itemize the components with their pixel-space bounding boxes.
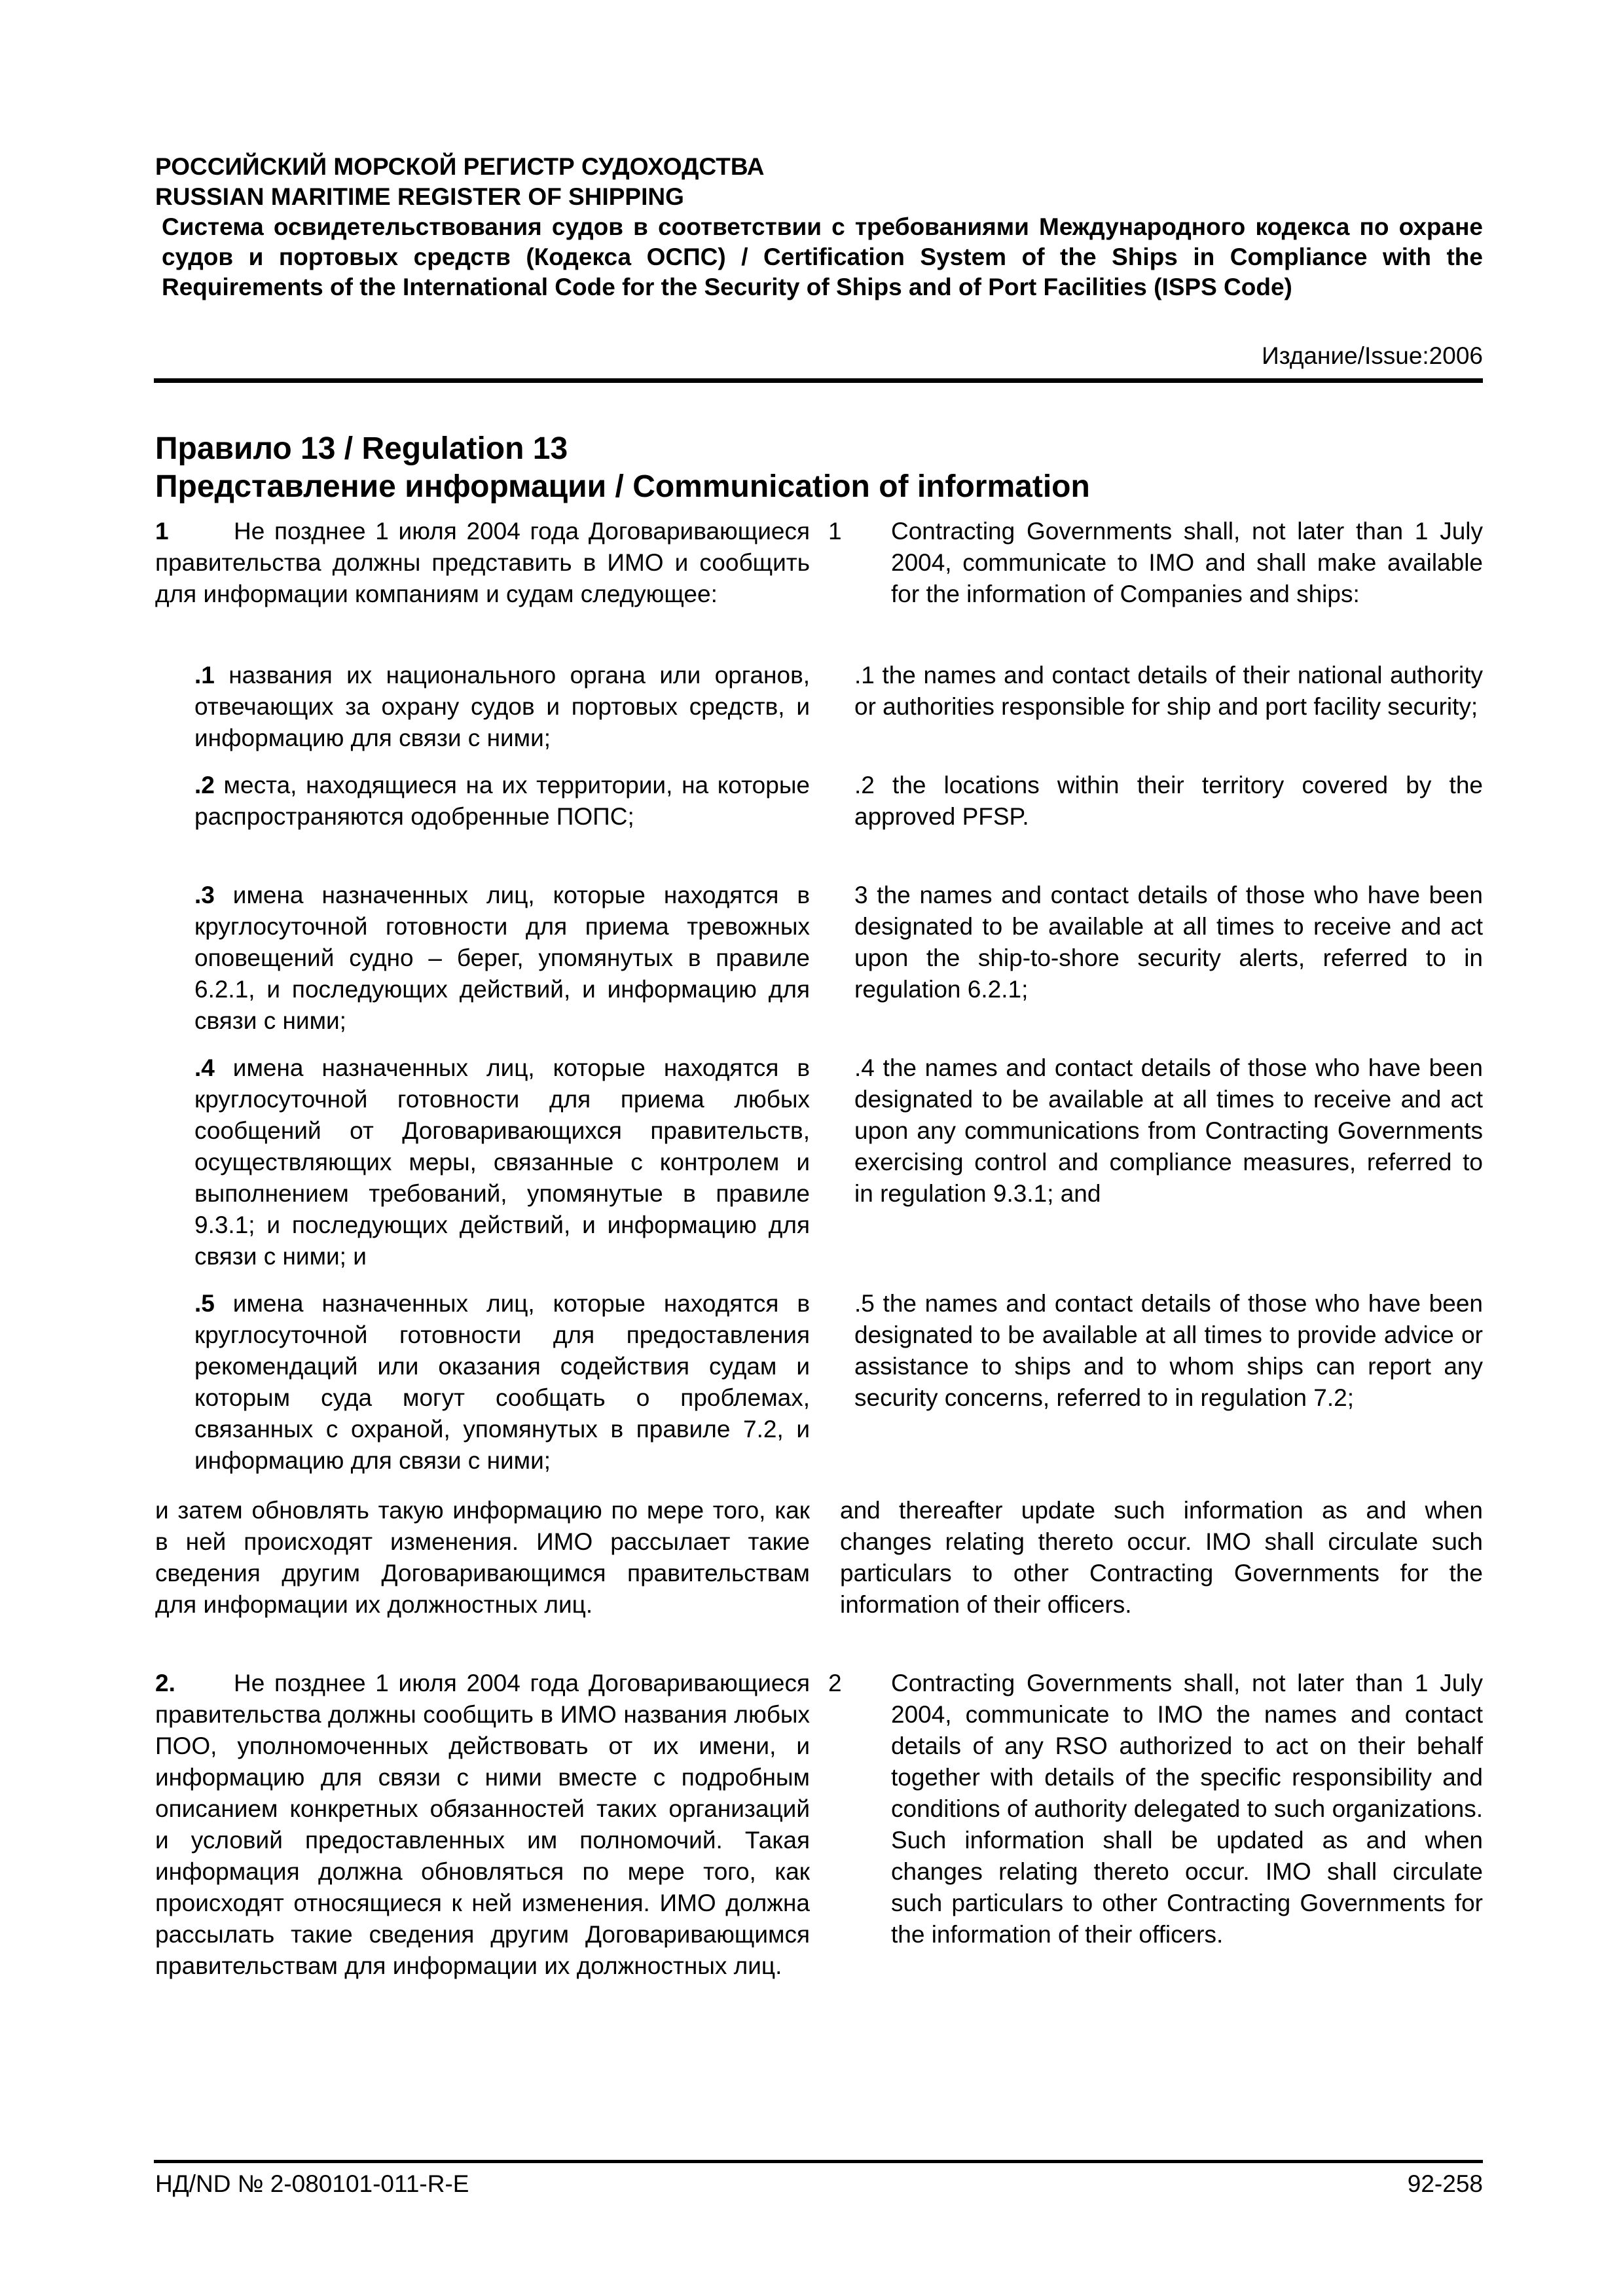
- en-p1-text: Contracting Governments shall, not later than 1 July 2004, communicate to IMO and shall make available for the information of Companies and ships:: [891, 518, 1483, 607]
- en-i5-text: .5 the names and contact details of those who have been designated to be available at all times to provide advice or assistance to ships and to whom ships can report any security concerns, referred to in regulation 7.2;: [854, 1290, 1483, 1411]
- footer-divider: [154, 2160, 1483, 2163]
- en-after-text: and thereafter update such information as and when changes relating thereto occur. IMO shall circulate such particulars to other Contracting Governments for the information of their officers.: [840, 1497, 1483, 1618]
- en-item-1: [854, 660, 1483, 723]
- header-divider: [154, 378, 1483, 383]
- ru-i1-text: названия их национального органа или органов, отвечающих за охрану судов и портовых средств, и информацию для связи с ними;: [194, 662, 810, 751]
- en-after-items: [840, 1495, 1483, 1621]
- ru-i3-text: имена назначенных лиц, которые находятся в круглосуточной готовности для приема тревожных оповещений судно – берег, упомянутых в правиле 6.2.1, и последующих действий, и информацию для связи с ними;: [194, 882, 810, 1034]
- en-item-3: [854, 880, 1483, 1005]
- ru-p2-number: 2.: [155, 1670, 175, 1696]
- ru-after-items: [155, 1495, 810, 1621]
- en-i1-text: .1 the names and contact details of their national authority or authorities responsible for ship and port facility security;: [854, 662, 1483, 720]
- en-p2-number: 2: [828, 1670, 842, 1696]
- en-p2-text: Contracting Governments shall, not later than 1 July 2004, communicate to IMO the names and contact details of any RSO authorized to act on their behalf together with details of the specific responsibility and conditions of authority delegated to such organizations. Such information shall be updated as and when changes relating thereto occur. IMO shall circulate such particulars to other Contracting Governments for the information of their officers.: [891, 1670, 1483, 1948]
- issue-label: Издание/Issue:2006: [1262, 342, 1483, 369]
- ru-i2-text: места, находящиеся на их территории, на которые распространяются одобренные ПОПС;: [194, 772, 810, 830]
- en-item-2: [854, 770, 1483, 833]
- page-number: 92-258: [1407, 2170, 1483, 2197]
- en-p1-number: 1: [828, 518, 842, 545]
- en-i4-text: .4 the names and contact details of those who have been designated to be available at all times to receive and act upon any communications from Contracting Governments exercising control and compliance measures, referred to in regulation 9.3.1; and: [854, 1054, 1483, 1207]
- ru-i4-text: имена назначенных лиц, которые находятся в круглосуточной готовности для приема любых сообщений от Договаривающихся правительств, осуществляющих меры, связанные с контролем и выполнением требований, упомянутые в правиле 9.3.1; и последующих действий, и информацию для связи с ними; и: [194, 1054, 810, 1270]
- russian-column: [155, 516, 810, 2054]
- org-name-ru: РОССИЙСКИЙ МОРСКОЙ РЕГИСТР СУДОХОДСТВА: [155, 153, 765, 180]
- en-item-4: [854, 1052, 1483, 1210]
- system-title: Система освидетельствования судов в соответствии с требованиями Международного кодекса по охране судов и портовых средств (Кодекса ОСПС) / Certification System of the Ships in Compliance with the Requirements of the International Code for the Security of Ships and of Port Facilities (ISPS Code): [162, 213, 1483, 300]
- ru-p1-text: Не позднее 1 июля 2004 года Договаривающиеся правительства должны представить в ИМО и сообщить для информации компаниям и судам следующее:: [155, 518, 810, 607]
- page-header: [155, 152, 1483, 302]
- en-paragraph-1: [828, 516, 1483, 610]
- org-name-en: RUSSIAN MARITIME REGISTER OF SHIPPING: [155, 183, 684, 210]
- ru-i3-number: .3: [194, 882, 215, 908]
- ru-item-4: [194, 1052, 810, 1272]
- ru-i1-number: .1: [194, 662, 215, 689]
- document-number: НД/ND № 2-080101-011-R-E: [155, 2170, 469, 2197]
- ru-paragraph-2: [155, 1668, 810, 1982]
- ru-item-1: [194, 660, 810, 754]
- ru-item-3: [194, 880, 810, 1037]
- ru-p2-text: Не позднее 1 июля 2004 года Договаривающиеся правительства должны сообщить в ИМО названия любых ПОО, уполномоченных действовать от их имени, и информацию для связи с ними вместе с подробным описанием конкретных обязанностей таких организаций и условий предоставленных им полномочий. Такая информация должна обновляться по мере того, как происходят относящиеся к ней изменения. ИМО должна рассылать такие сведения другим Договаривающимся правительствам для информации их должностных лиц.: [155, 1670, 810, 1979]
- en-paragraph-2: [828, 1668, 1483, 1950]
- en-item-5: [854, 1288, 1483, 1414]
- ru-i4-number: .4: [194, 1054, 215, 1081]
- ru-item-2: [194, 770, 810, 833]
- english-column: [828, 516, 1483, 2054]
- ru-i2-number: .2: [194, 772, 215, 798]
- ru-paragraph-1: [155, 516, 810, 610]
- ru-after-text: и затем обновлять такую информацию по мере того, как в ней происходят изменения. ИМО рассылает такие сведения другим Договаривающимся правительствам для информации их должностных лиц.: [155, 1497, 810, 1618]
- en-i3-text: 3 the names and contact details of those who have been designated to be available at all times to receive and act upon the ship-to-shore security alerts, referred to in regulation 6.2.1;: [854, 882, 1483, 1003]
- ru-i5-number: .5: [194, 1290, 215, 1317]
- regulation-number: Правило 13 / Regulation 13: [155, 431, 568, 466]
- ru-i5-text: имена назначенных лиц, которые находятся в круглосуточной готовности для предоставления рекомендаций или оказания содействия судам и которым суда могут сообщать о проблемах, связанных с охраной, упомянутых в правиле 7.2, и информацию для связи с ними;: [194, 1290, 810, 1474]
- regulation-title: Представление информации / Communication of information: [155, 469, 1090, 504]
- en-i2-text: .2 the locations within their territory covered by the approved PFSP.: [854, 772, 1483, 830]
- ru-p1-number: 1: [155, 518, 169, 545]
- ru-item-5: [194, 1288, 810, 1477]
